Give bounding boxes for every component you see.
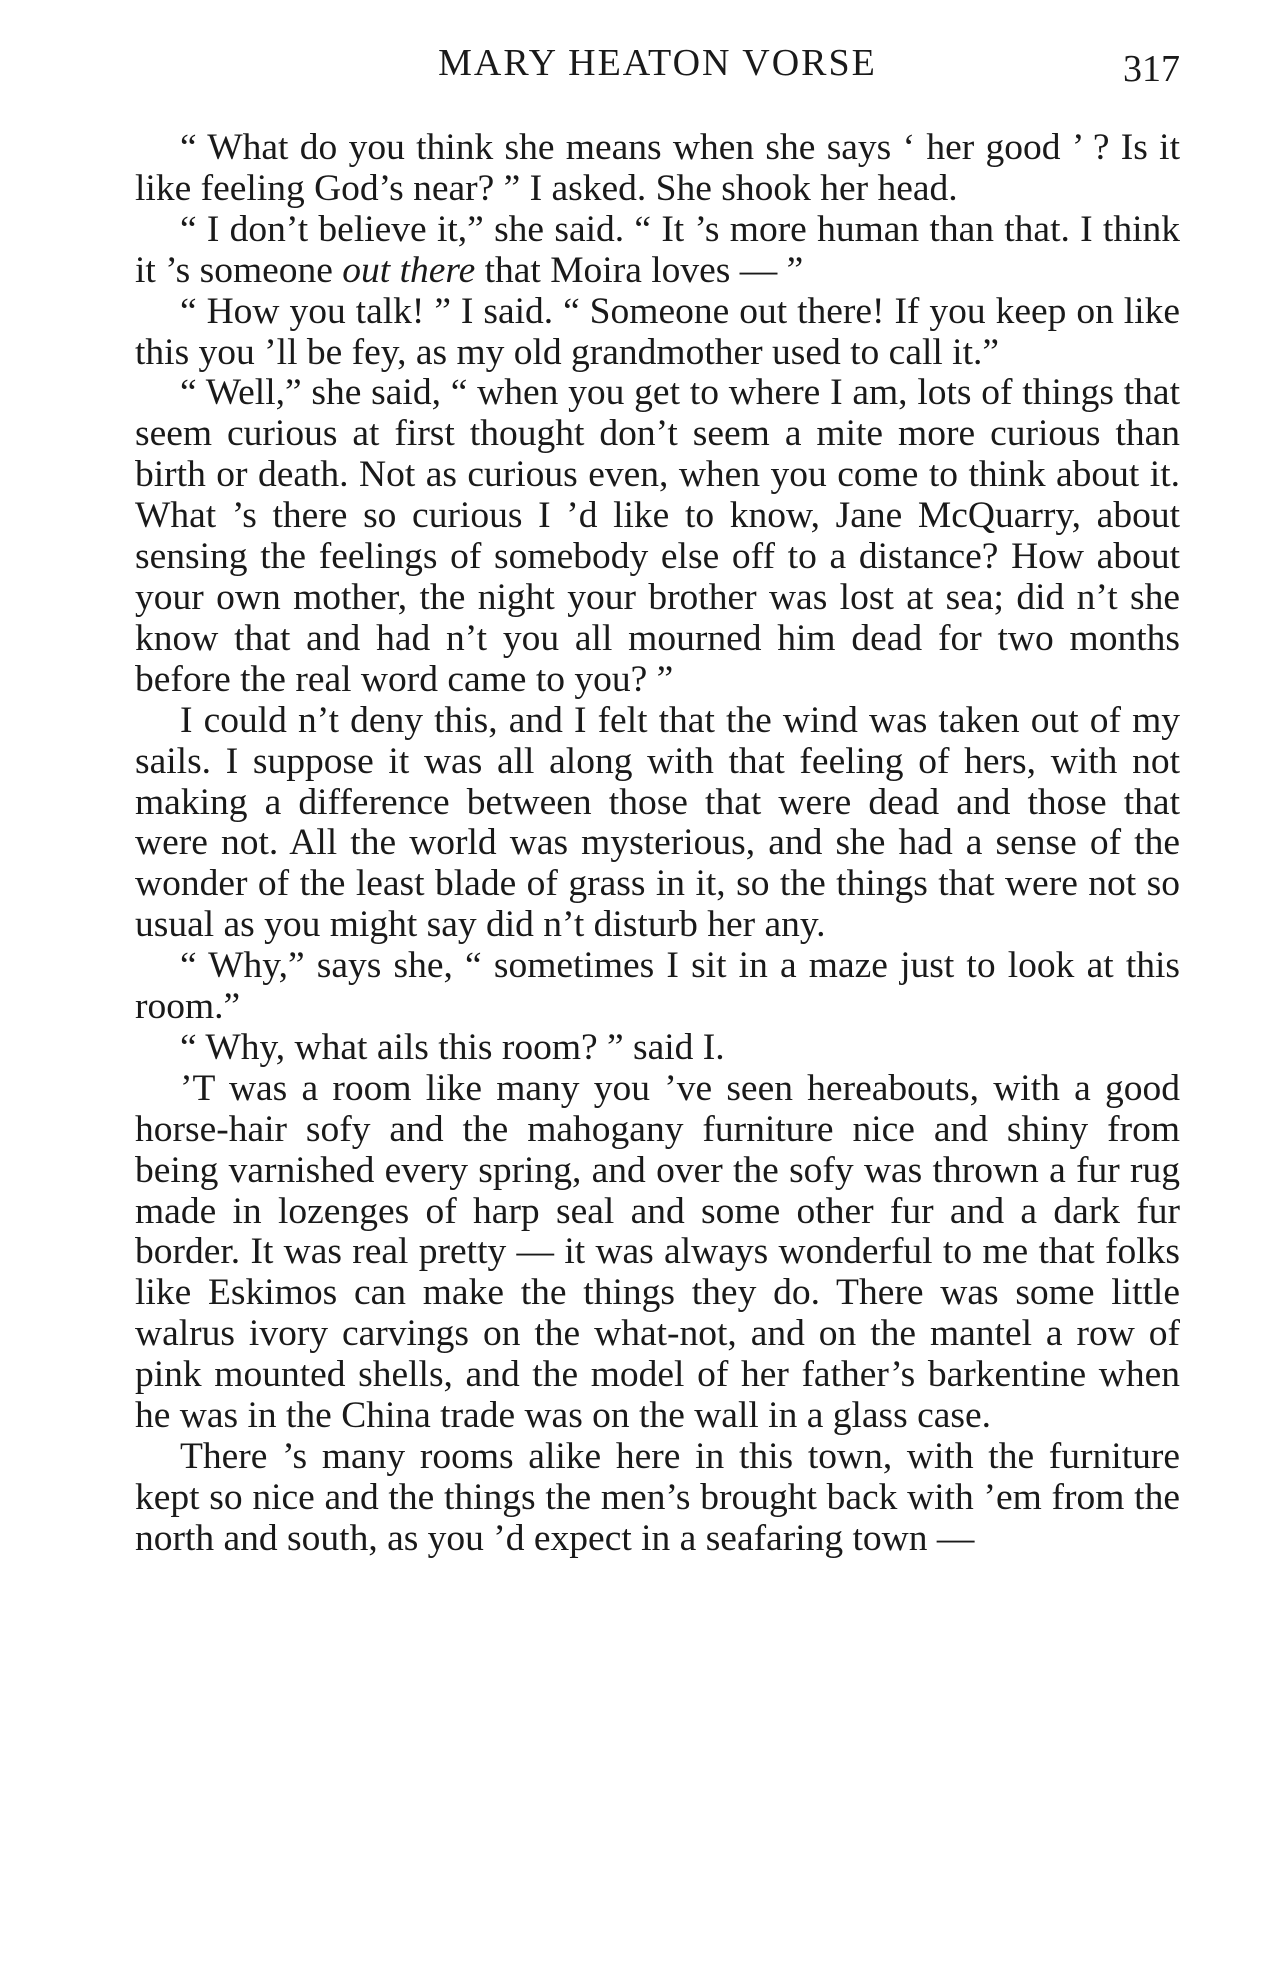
italic-phrase: out there [342,249,476,291]
paragraph-text: “ What do you think she means when she says ‘ her good ’ ? Is it like feeling God’s near? ” I asked. She shook her head. [135,127,1180,209]
paragraph [135,373,1180,700]
paragraph [135,1069,1180,1437]
running-head [135,38,1180,88]
paragraph-text: ’T was a room like many you ’ve seen hereabouts, with a good horse-hair sofy and the mahogany furniture nice and shiny from being varnished every spring, and over the sofy was thrown a fur rug made in lozenges of harp seal and some other fur and a dark fur border. It was real pretty — it was always wonderful to me that folks like Eskimos can make the things they do. There was some little walrus ivory carvings on the what-not, and on the mantel a row of pink mounted shells, and the model of her father’s barkentine when he was in the China trade was on the wall in a glass case. [135,1067,1180,1437]
paragraph-text: that Moira loves — ” [475,249,804,291]
page-number: 317 [1123,48,1180,90]
paragraph [135,1028,1180,1069]
paragraph [135,210,1180,292]
paragraph-text: “ How you talk! ” I said. “ Someone out there! If you keep on like this you ’ll be fey, as my old grandmother used to call it.” [135,290,1180,373]
paragraph [135,946,1180,1028]
paragraph-text: “ I don’t believe it,” she said. “ It ’s more human than that. I think it ’s someone [135,208,1180,291]
paragraph-text: “ Well,” she said, “ when you get to where I am, lots of things that seem curious at first thought don’t seem a mite more curious than birth or death. Not as curious even, when you come to think about it. What ’s there so curious I ’d like to know, Jane McQuarry, about sensing the feelings of somebody else off to a distance? How about your own mother, the night your brother was lost at sea; did n’t she know that and had n’t you all mourned him dead for two months before the real word came to you? ” [135,372,1180,700]
paragraph [135,701,1180,946]
running-title: MARY HEATON VORSE [438,42,877,84]
paragraph [135,1437,1180,1560]
paragraph-text: “ Why, what ails this room? ” said I. [180,1026,725,1068]
body-text [135,128,1180,1560]
paragraph-text: “ Why,” says she, “ sometimes I sit in a maze just to look at this room.” [135,945,1180,1028]
paragraph [135,292,1180,374]
paragraph-text: There ’s many rooms alike here in this town, with the furniture kept so nice and the things the men’s brought back with ’em from the north and south, as you ’d expect in a seafaring town — [135,1436,1180,1559]
paragraph-text: I could n’t deny this, and I felt that the wind was taken out of my sails. I suppose it was all along with that feeling of hers, with not making a difference between those that were dead and those that were not. All the world was mysterious, and she had a sense of the wonder of the least blade of grass in it, so the things that were not so usual as you might say did n’t disturb her any. [135,699,1180,946]
paragraph [135,128,1180,210]
